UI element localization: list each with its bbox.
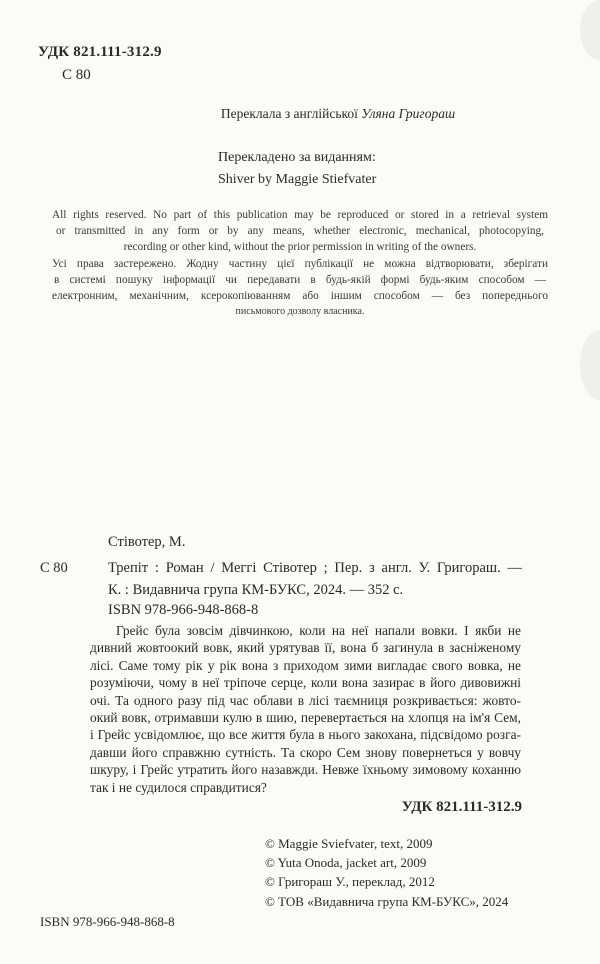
annotation-line: так і не судилося справдитися? [90, 779, 267, 795]
page-edge-shadow [580, 330, 600, 400]
translator-prefix: Переклала з англійської [220, 106, 358, 121]
copyright-line: © Maggie Sviefvater, text, 2009 [265, 836, 433, 851]
copyright-list [265, 834, 508, 911]
rights-line: recording or other kind, without the prior permission in writing of the owners. [123, 241, 477, 254]
annotation-line: і Грейс усвідомлює, що все життя була в нього закохана, підсвідомо розга- [90, 727, 521, 743]
annotation-line: давши його справжню сутність. Та скоро Сем знову повернеться у вовчу [90, 744, 521, 760]
translator-credit [0, 106, 600, 122]
rights-notice [52, 207, 548, 320]
catalog-bbk: С 80 [40, 560, 68, 576]
copyright-line: © Yuta Onoda, jacket art, 2009 [265, 855, 427, 871]
catalog-line: К. : Видавнича група КМ-БУКС, 2024. — 352 с. [108, 582, 404, 598]
catalog-isbn: ISBN 978-966-948-868-8 [108, 602, 259, 618]
annotation-line: очі. Та одного разу під час облави в лісі таємниця розкривається: жовто- [90, 692, 521, 708]
catalog-line: Трепіт : Роман / Меггі Стівотер ; Пер. з англ. У. Григораш. — [108, 560, 522, 576]
copyright-line: © ТОВ «Видавнича група КМ-БУКС», 2024 [265, 893, 509, 909]
udk-code: УДК 821.111-312.9 [38, 44, 162, 60]
annotation-line: окий вовк, отримавши кулю в шию, перевертається на хлопця на ім'я Сем, [90, 710, 521, 726]
annotation-line: Грейс була зовсім дівчинкою, коли на неї напали вовки. І якби не [116, 623, 521, 638]
rights-line: All rights reserved. No part of this publication may be reproduced or stored in a retrieval system [52, 209, 548, 221]
rights-line: в системі пошуку інформації чи передавати в будь-якій формі будь-яким способом — [54, 273, 546, 286]
bbk-code: С 80 [62, 67, 91, 83]
annotation-line: розуміючи, чому в неї тріпоче серце, коли вона зазирає в його дивовижні [90, 675, 521, 691]
catalog-author: Стівотер, М. [108, 534, 186, 550]
footer-isbn: ISBN 978-966-948-868-8 [40, 914, 175, 929]
catalog-description [108, 557, 522, 601]
original-edition [218, 147, 376, 191]
original-title: Shiver by Maggie Stiefvater [218, 172, 377, 187]
page-edge-shadow [580, 0, 600, 60]
udk-code-bottom: УДК 821.111-312.9 [401, 799, 522, 815]
annotation-line: лісі. Саме тому рік у рік вона з приходом зими вигладає свого вовка, не [90, 657, 521, 673]
rights-line: електронним, механічним, ксерокопіюванням або іншим способом — без попереднього [52, 290, 548, 303]
rights-line: Усі права застережено. Жодну частину цієї публікації не можна відтворювати, зберігати [52, 257, 548, 270]
annotation-line: дивний жовтоокий вовк, який урятував її, вона б загинула в засніженому [90, 640, 521, 656]
rights-line: or transmitted in any form or by any means, whether electronic, mechanical, photocopying, [56, 225, 544, 238]
annotation [90, 622, 521, 796]
rights-line: письмового дозволу власника. [235, 306, 365, 318]
annotation-line: шкуру, і Грейс утратить його назавжди. Невже їхньому зимовому коханню [90, 762, 521, 778]
original-label: Перекладено за виданням: [218, 150, 376, 165]
copyright-line: © Григораш У., переклад, 2012 [265, 874, 435, 890]
translator-name: Уляна Григораш [361, 106, 456, 121]
